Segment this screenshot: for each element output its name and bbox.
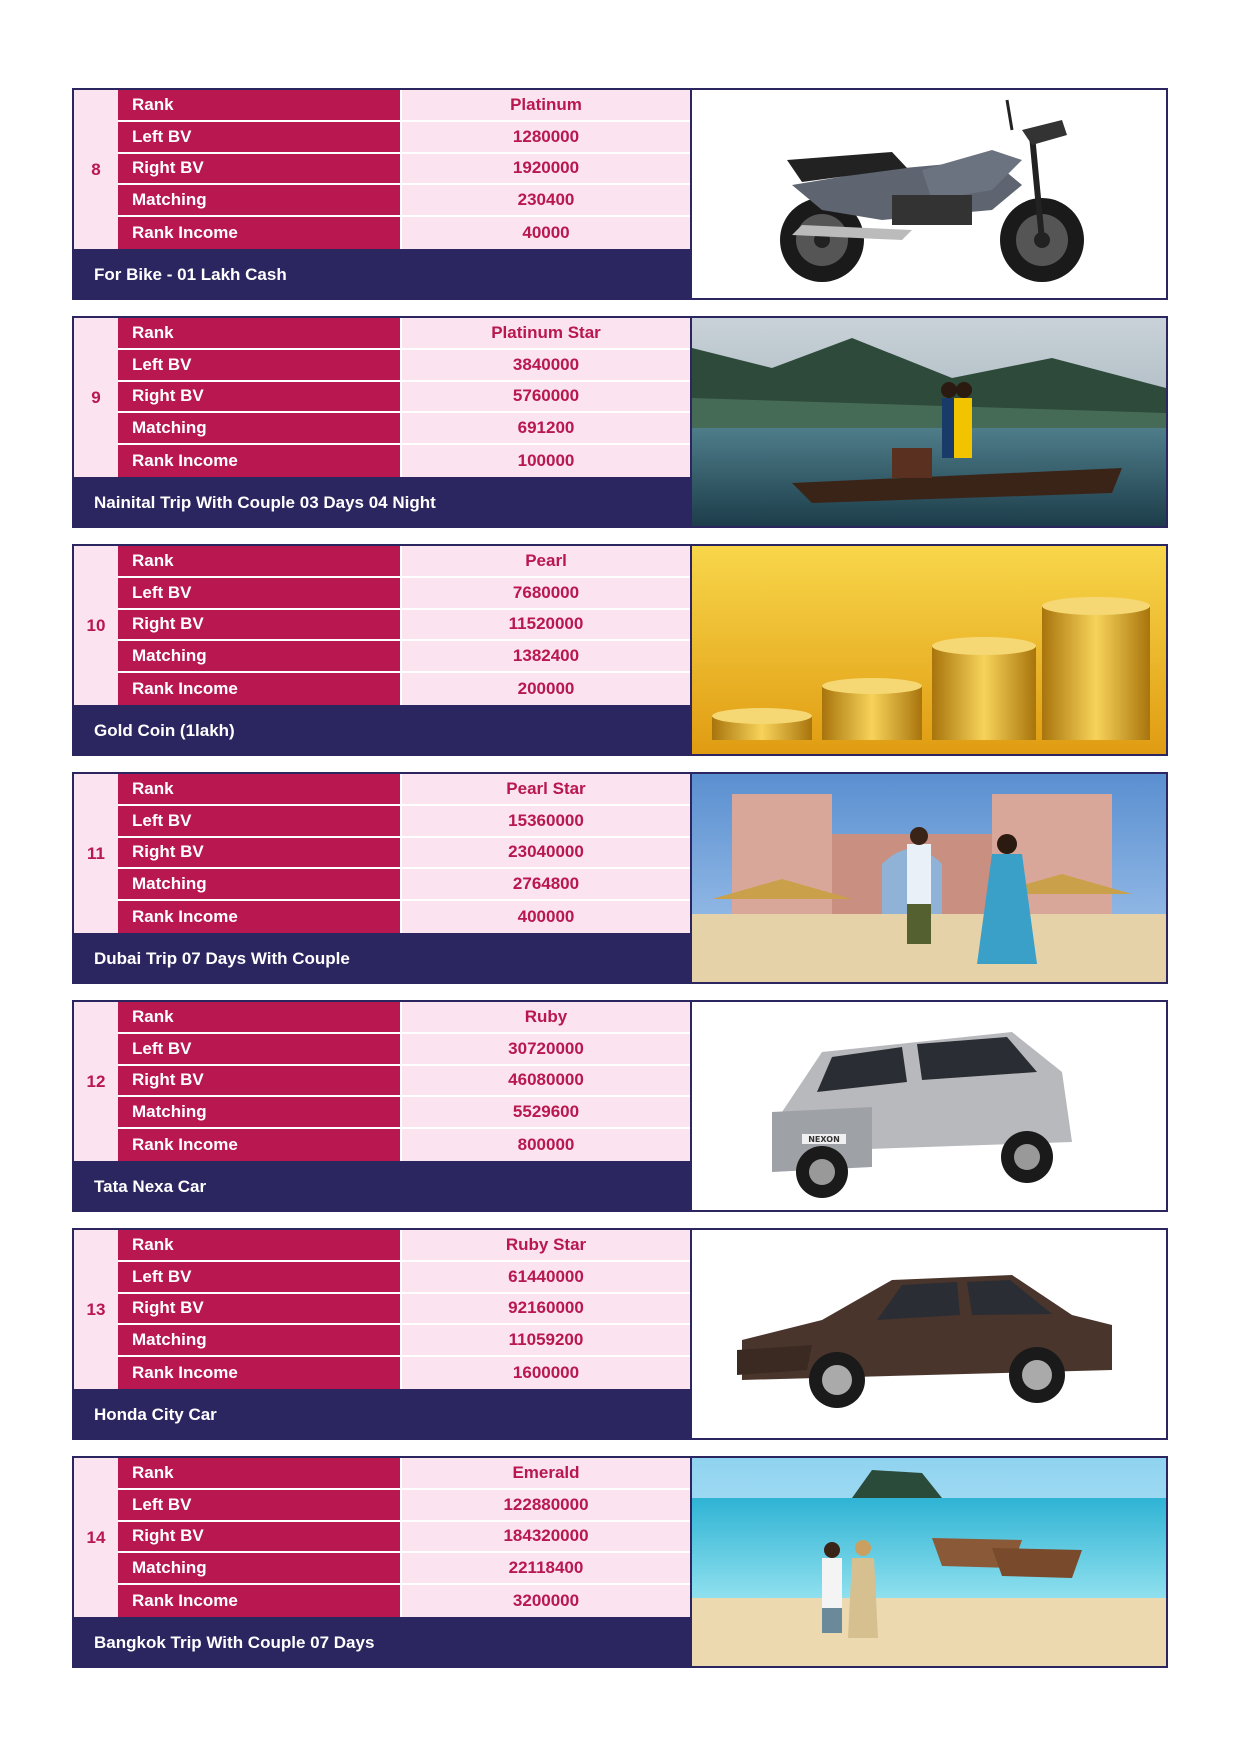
suv-car-image — [692, 1002, 1166, 1210]
row-label: Rank Income — [118, 1585, 402, 1617]
row-label: Rank — [118, 318, 402, 348]
row-label: Rank — [118, 546, 402, 576]
reward-label: Tata Nexa Car — [74, 1161, 690, 1212]
reward-label: Nainital Trip With Couple 03 Days 04 Night — [74, 477, 690, 528]
left-bv-value: 61440000 — [402, 1262, 690, 1292]
right-bv-value: 23040000 — [402, 838, 690, 868]
table-row — [118, 578, 690, 610]
level-number: 8 — [74, 90, 118, 249]
level-number: 11 — [74, 774, 118, 933]
reward-label: For Bike - 01 Lakh Cash — [74, 249, 690, 300]
rank-block-13 — [72, 1228, 1168, 1440]
level-number: 9 — [74, 318, 118, 477]
car-badge-text: NEXON — [808, 1135, 840, 1144]
table-row — [118, 1458, 690, 1490]
rank-value: Pearl — [402, 546, 690, 576]
row-label: Matching — [118, 641, 402, 671]
right-bv-value: 92160000 — [402, 1294, 690, 1324]
row-label: Rank Income — [118, 901, 402, 933]
row-label: Left BV — [118, 806, 402, 836]
motorbike-image — [692, 90, 1166, 298]
rank-income-value: 400000 — [402, 901, 690, 933]
table-row — [118, 869, 690, 901]
left-bv-value: 30720000 — [402, 1034, 690, 1064]
gold-coin-stacks-image — [692, 546, 1166, 754]
table-row — [118, 382, 690, 414]
row-label: Right BV — [118, 382, 402, 412]
rank-block-8 — [72, 88, 1168, 300]
table-row — [118, 806, 690, 838]
table-row — [118, 1490, 690, 1522]
rank-income-value: 1600000 — [402, 1357, 690, 1389]
table-row — [118, 185, 690, 217]
row-label: Rank — [118, 90, 402, 120]
rank-block-14 — [72, 1456, 1168, 1668]
rank-value: Pearl Star — [402, 774, 690, 804]
row-label: Rank Income — [118, 1129, 402, 1161]
row-label: Rank Income — [118, 1357, 402, 1389]
table-row — [118, 122, 690, 154]
right-bv-value: 46080000 — [402, 1066, 690, 1096]
rank-income-value: 40000 — [402, 217, 690, 249]
matching-value: 230400 — [402, 185, 690, 215]
row-label: Right BV — [118, 154, 402, 184]
row-label: Matching — [118, 1325, 402, 1355]
rank-table — [118, 774, 690, 933]
table-row — [118, 1262, 690, 1294]
row-label: Rank — [118, 774, 402, 804]
reward-label: Gold Coin (1lakh) — [74, 705, 690, 756]
dubai-resort-couple-image — [692, 774, 1166, 982]
row-label: Left BV — [118, 1490, 402, 1520]
rank-value: Ruby — [402, 1002, 690, 1032]
row-label: Left BV — [118, 1034, 402, 1064]
left-bv-value: 122880000 — [402, 1490, 690, 1520]
table-row — [118, 673, 690, 705]
matching-value: 5529600 — [402, 1097, 690, 1127]
rank-table — [118, 318, 690, 477]
table-row — [118, 1325, 690, 1357]
right-bv-value: 1920000 — [402, 154, 690, 184]
rank-income-value: 200000 — [402, 673, 690, 705]
row-label: Right BV — [118, 838, 402, 868]
row-label: Matching — [118, 185, 402, 215]
left-bv-value: 7680000 — [402, 578, 690, 608]
table-row — [118, 154, 690, 186]
sedan-car-image — [692, 1230, 1166, 1438]
table-row — [118, 901, 690, 933]
table-row — [118, 1034, 690, 1066]
row-label: Rank — [118, 1230, 402, 1260]
reward-label: Bangkok Trip With Couple 07 Days — [74, 1617, 690, 1668]
row-label: Left BV — [118, 350, 402, 380]
lake-boat-couple-image — [692, 318, 1166, 526]
rank-value: Platinum Star — [402, 318, 690, 348]
left-bv-value: 15360000 — [402, 806, 690, 836]
matching-value: 11059200 — [402, 1325, 690, 1355]
row-label: Right BV — [118, 610, 402, 640]
reward-label: Honda City Car — [74, 1389, 690, 1440]
table-row — [118, 1553, 690, 1585]
rank-income-value: 100000 — [402, 445, 690, 477]
row-label: Rank Income — [118, 445, 402, 477]
left-bv-value: 1280000 — [402, 122, 690, 152]
right-bv-value: 184320000 — [402, 1522, 690, 1552]
matching-value: 1382400 — [402, 641, 690, 671]
row-label: Rank — [118, 1458, 402, 1488]
rank-table — [118, 1002, 690, 1161]
row-label: Matching — [118, 1097, 402, 1127]
row-label: Rank Income — [118, 673, 402, 705]
row-label: Left BV — [118, 122, 402, 152]
table-row — [118, 641, 690, 673]
matching-value: 691200 — [402, 413, 690, 443]
table-row — [118, 318, 690, 350]
level-number: 12 — [74, 1002, 118, 1161]
table-row — [118, 774, 690, 806]
table-row — [118, 546, 690, 578]
left-bv-value: 3840000 — [402, 350, 690, 380]
table-row — [118, 1585, 690, 1617]
table-row — [118, 217, 690, 249]
row-label: Left BV — [118, 1262, 402, 1292]
table-row — [118, 1294, 690, 1326]
table-row — [118, 350, 690, 382]
table-row — [118, 1129, 690, 1161]
table-row — [118, 1357, 690, 1389]
rank-income-value: 3200000 — [402, 1585, 690, 1617]
table-row — [118, 1097, 690, 1129]
rank-table — [118, 1230, 690, 1389]
row-label: Left BV — [118, 578, 402, 608]
rank-block-12 — [72, 1000, 1168, 1212]
matching-value: 2764800 — [402, 869, 690, 899]
row-label: Matching — [118, 869, 402, 899]
rank-block-9 — [72, 316, 1168, 528]
matching-value: 22118400 — [402, 1553, 690, 1583]
right-bv-value: 11520000 — [402, 610, 690, 640]
table-row — [118, 445, 690, 477]
table-row — [118, 413, 690, 445]
right-bv-value: 5760000 — [402, 382, 690, 412]
table-row — [118, 1066, 690, 1098]
rank-value: Platinum — [402, 90, 690, 120]
row-label: Right BV — [118, 1066, 402, 1096]
reward-label: Dubai Trip 07 Days With Couple — [74, 933, 690, 984]
table-row — [118, 838, 690, 870]
rank-income-value: 800000 — [402, 1129, 690, 1161]
beach-boats-couple-image — [692, 1458, 1166, 1666]
table-row — [118, 610, 690, 642]
table-row — [118, 1002, 690, 1034]
row-label: Matching — [118, 413, 402, 443]
table-row — [118, 1522, 690, 1554]
rank-value: Emerald — [402, 1458, 690, 1488]
row-label: Matching — [118, 1553, 402, 1583]
rank-block-10 — [72, 544, 1168, 756]
row-label: Right BV — [118, 1522, 402, 1552]
rank-table — [118, 546, 690, 705]
level-number: 10 — [74, 546, 118, 705]
rank-value: Ruby Star — [402, 1230, 690, 1260]
table-row — [118, 90, 690, 122]
row-label: Rank — [118, 1002, 402, 1032]
rank-table — [118, 1458, 690, 1617]
row-label: Right BV — [118, 1294, 402, 1324]
level-number: 13 — [74, 1230, 118, 1389]
row-label: Rank Income — [118, 217, 402, 249]
level-number: 14 — [74, 1458, 118, 1617]
rank-table — [118, 90, 690, 249]
rank-block-11 — [72, 772, 1168, 984]
table-row — [118, 1230, 690, 1262]
